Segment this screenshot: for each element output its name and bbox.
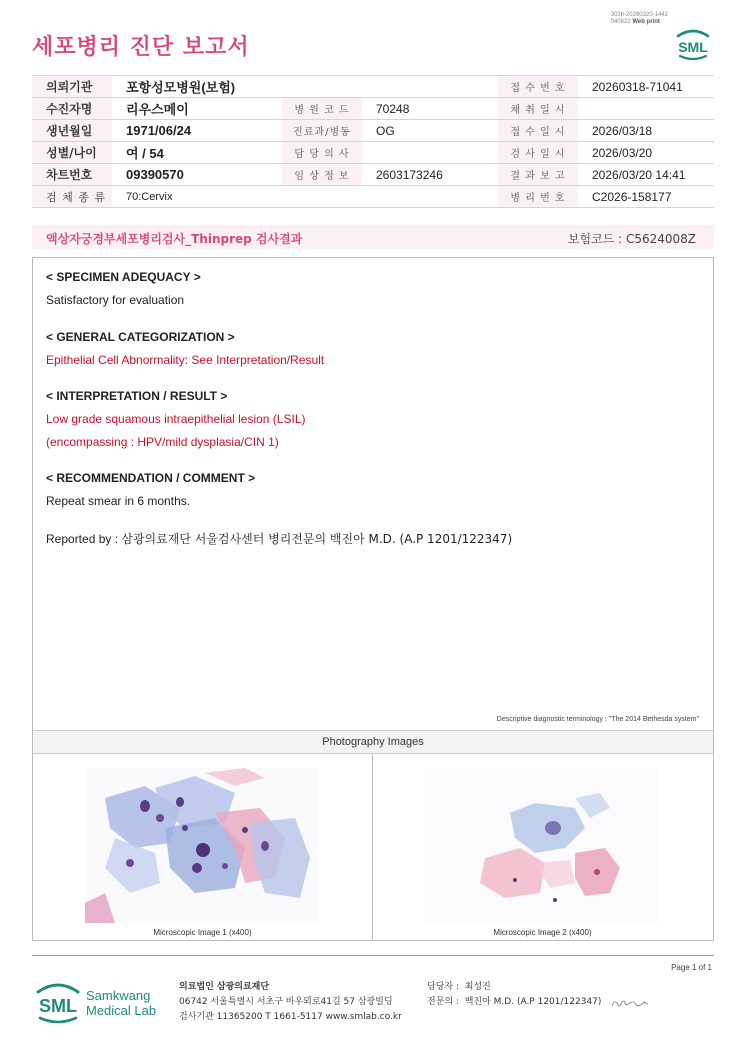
exam-date-label: 검 사 일 시 [498,142,578,164]
clinical-label: 임 상 정 보 [282,164,362,186]
receipt-date-label: 접 수 일 시 [498,120,578,142]
signature-image [610,996,650,1010]
receipt-date-value: 2026/03/18 [578,120,714,142]
dept-label: 진료과/병동 [282,120,362,142]
exam-date-value: 2026/03/20 [578,142,714,164]
interpretation-heading: < INTERPRETATION / RESULT > [46,389,228,403]
sex-age-label: 성별/나이 [32,142,112,164]
info-row [32,76,714,98]
clinical-value: 2603173246 [362,164,498,186]
request-org-label: 의뢰기관 [32,76,112,98]
adequacy-text: Satisfactory for evaluation [46,293,185,307]
reported-by-name: 삼광의료재단 서울검사센터 병리전문의 백진아 M.D. (A.P 1201/122347) [121,532,513,546]
staff-row [427,980,601,995]
collect-date-value [578,98,714,120]
info-row [32,186,714,208]
info-row [32,142,714,164]
report-title: 세포병리 진단 보고서 [32,35,250,60]
microscopic-image-1 [85,768,318,923]
report-date-value: 2026/03/20 14:41 [578,164,714,186]
image-1-caption: Microscopic Image 1 (x400) [153,928,252,937]
patho-no-value: C2026-158177 [578,186,714,208]
specimen-label: 검 체 종 류 [32,186,112,208]
test-title-bar [32,225,714,249]
microscopic-image-2 [425,768,658,923]
reported-by [46,530,512,547]
document-id [611,12,668,26]
info-row [32,98,714,120]
footer-divider [32,955,714,956]
recommendation-heading: < RECOMMENDATION / COMMENT > [46,471,256,485]
print-label: Web print [632,19,660,25]
interpretation-text-2: (encompassing : HPV/mild dysplasia/CIN 1) [46,435,279,449]
receipt-no-value: 20260318-71041 [578,76,714,98]
dept-value: OG [362,120,498,142]
report-date-label: 결 과 보 고 [498,164,578,186]
category-text: Epithelial Cell Abnormality: See Interpretation/Result [46,353,325,367]
request-org-value: 포항성모병원(보험) [112,76,498,98]
interpretation-text-1: Low grade squamous intraepithelial lesion (LSIL) [46,412,306,426]
receipt-no-label: 접 수 번 호 [498,76,578,98]
insurance-code: 보험코드 : C5624008Z [567,232,696,246]
test-name: 액상자궁경부세포병리검사_Thinprep 검사결과 [46,232,303,246]
adequacy-heading: < SPECIMEN ADEQUACY > [46,270,201,284]
organization-info [179,980,402,1025]
org-contact: 검사기관 11365200 T 1661-5117 www.smlab.co.kr [179,1012,402,1022]
specialist-name: 백진아 M.D. (A.P 1201/122347) [464,997,602,1007]
birth-value: 1971/06/24 [112,120,282,142]
org-name: 의료법인 삼광의료재단 [179,982,270,992]
category-heading: < GENERAL CATEGORIZATION > [46,330,235,344]
patient-label: 수진자명 [32,98,112,120]
specialist-row [427,995,601,1010]
hospital-code-value: 70248 [362,98,498,120]
doctor-label: 담 당 의 사 [282,142,362,164]
sml-logo-icon [672,24,714,62]
specialist-label: 전문의 : [427,997,459,1007]
footer-logo-line2: Medical Lab [86,1003,157,1018]
patho-no-label: 병 리 번 호 [498,186,578,208]
recommendation-text: Repeat smear in 6 months. [46,494,191,508]
print-code: 040822 [610,19,631,25]
staff-name: 최성진 [464,982,491,992]
birth-label: 생년월일 [32,120,112,142]
specimen-value: 70:Cervix [112,186,498,208]
staff-info [427,980,601,1010]
org-address: 06742 서울특별시 서초구 바우뫼로41길 57 삼광빌딩 [179,997,393,1007]
logo-text: SML [678,39,708,55]
patient-value: 리우스메이 [112,98,282,120]
photo-divider [372,754,373,941]
footer-logo-sml: SML [39,996,77,1016]
samkwang-logo-icon [34,976,174,1026]
collect-date-label: 채 취 일 시 [498,98,578,120]
chart-no-label: 차트번호 [32,164,112,186]
reported-prefix: Reported by : [46,532,122,546]
photography-header: Photography Images [33,730,713,754]
info-row [32,120,714,142]
page-number: Page 1 of 1 [671,963,712,972]
hospital-code-label: 병 원 코 드 [282,98,362,120]
sex-age-value: 여 / 54 [112,142,282,164]
document-id-line1: 3036-20260320-1442 [610,12,668,18]
result-box [32,257,714,941]
bethesda-note: Descriptive diagnostic terminology : "The 2014 Bethesda system" [496,716,699,723]
footer-logo-line1: Samkwang [86,988,151,1003]
doctor-value [362,142,498,164]
patient-info-table [32,75,714,208]
image-2-caption: Microscopic Image 2 (x400) [493,928,592,937]
document-id-line2 [611,19,668,26]
info-row [32,164,714,186]
staff-label: 담당자 : [427,982,459,992]
chart-no-value: 09390570 [112,164,282,186]
